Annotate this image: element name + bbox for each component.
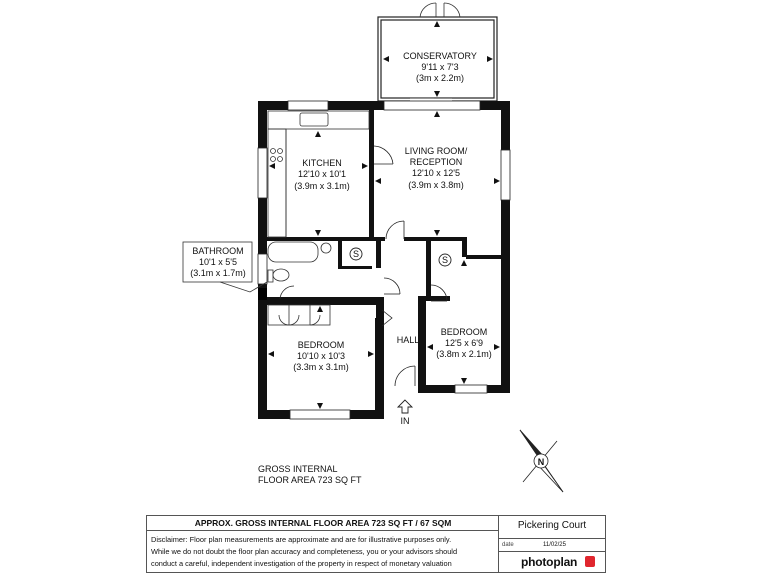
living-metric: (3.9m x 3.8m) — [408, 180, 464, 190]
bathroom-metric: (3.1m x 1.7m) — [190, 268, 246, 278]
brand-mark-icon — [585, 556, 595, 567]
conservatory-imperial: 9'11 x 7'3 — [421, 62, 459, 72]
interior-walls — [258, 108, 502, 322]
living-name-2: RECEPTION — [409, 157, 463, 167]
store-symbol-2: S — [441, 255, 449, 265]
conservatory-label — [403, 51, 477, 83]
bedroom1-label — [293, 340, 349, 372]
footer-right — [499, 516, 605, 572]
gross-internal-line1: GROSS INTERNAL — [258, 464, 338, 474]
property-address: Pickering Court — [517, 520, 587, 531]
disclaimer-line-1: Disclaimer: Floor plan measurements are approximate and are for illustrative purposes only. — [151, 535, 452, 544]
footer-disclaimer — [151, 534, 497, 570]
living-label — [405, 146, 468, 190]
living-name-1: LIVING ROOM/ — [404, 146, 468, 156]
store-cupboards — [350, 248, 451, 266]
hall-label: HALL — [396, 335, 420, 345]
footer-left — [147, 516, 499, 572]
bedroom2-name: BEDROOM — [440, 327, 488, 337]
bathroom-fittings — [268, 242, 331, 282]
footer-headline: APPROX. GROSS INTERNAL FLOOR AREA 723 SQ FT / 67 SQM — [147, 516, 499, 531]
brand-logo: photoplan — [521, 555, 578, 569]
store-symbol-1: S — [352, 249, 360, 259]
date-label: date — [502, 542, 514, 548]
compass-label: N — [537, 457, 545, 467]
kitchen-label — [294, 158, 350, 191]
entrance-label: IN — [400, 416, 410, 426]
gross-internal-area — [258, 464, 362, 485]
bedroom2-imperial: 12'5 x 6'9 — [445, 338, 483, 348]
footer-panel — [146, 515, 606, 573]
gross-internal-line2: FLOOR AREA 723 SQ FT — [258, 475, 362, 485]
bedroom2-label — [436, 327, 492, 359]
conservatory-name: CONSERVATORY — [403, 51, 477, 61]
bedroom1-metric: (3.3m x 3.1m) — [293, 362, 349, 372]
living-imperial: 12'10 x 12'5 — [412, 168, 460, 178]
bathroom-label — [190, 246, 246, 278]
entrance-arrow — [398, 400, 412, 413]
kitchen-imperial: 12'10 x 10'1 — [298, 169, 346, 179]
bathroom-imperial: 10'1 x 5'5 — [199, 257, 237, 267]
disclaimer-line-3: conduct a careful, independent investigation of the property in respect of monetary valuation — [151, 559, 452, 568]
kitchen-name: KITCHEN — [302, 158, 342, 168]
disclaimer-line-2: While we do not doubt the floor plan accuracy and completeness, you or your advisors should — [151, 547, 458, 556]
date-value: 11/02/25 — [543, 542, 566, 548]
bedroom1-name: BEDROOM — [297, 340, 345, 350]
bathroom-name: BATHROOM — [192, 246, 244, 256]
conservatory-metric: (3m x 2.2m) — [415, 73, 465, 83]
kitchen-metric: (3.9m x 3.1m) — [294, 181, 350, 191]
date-row — [499, 538, 605, 552]
bedroom1-imperial: 10'10 x 10'3 — [297, 351, 345, 361]
bedroom2-metric: (3.8m x 2.1m) — [436, 349, 492, 359]
